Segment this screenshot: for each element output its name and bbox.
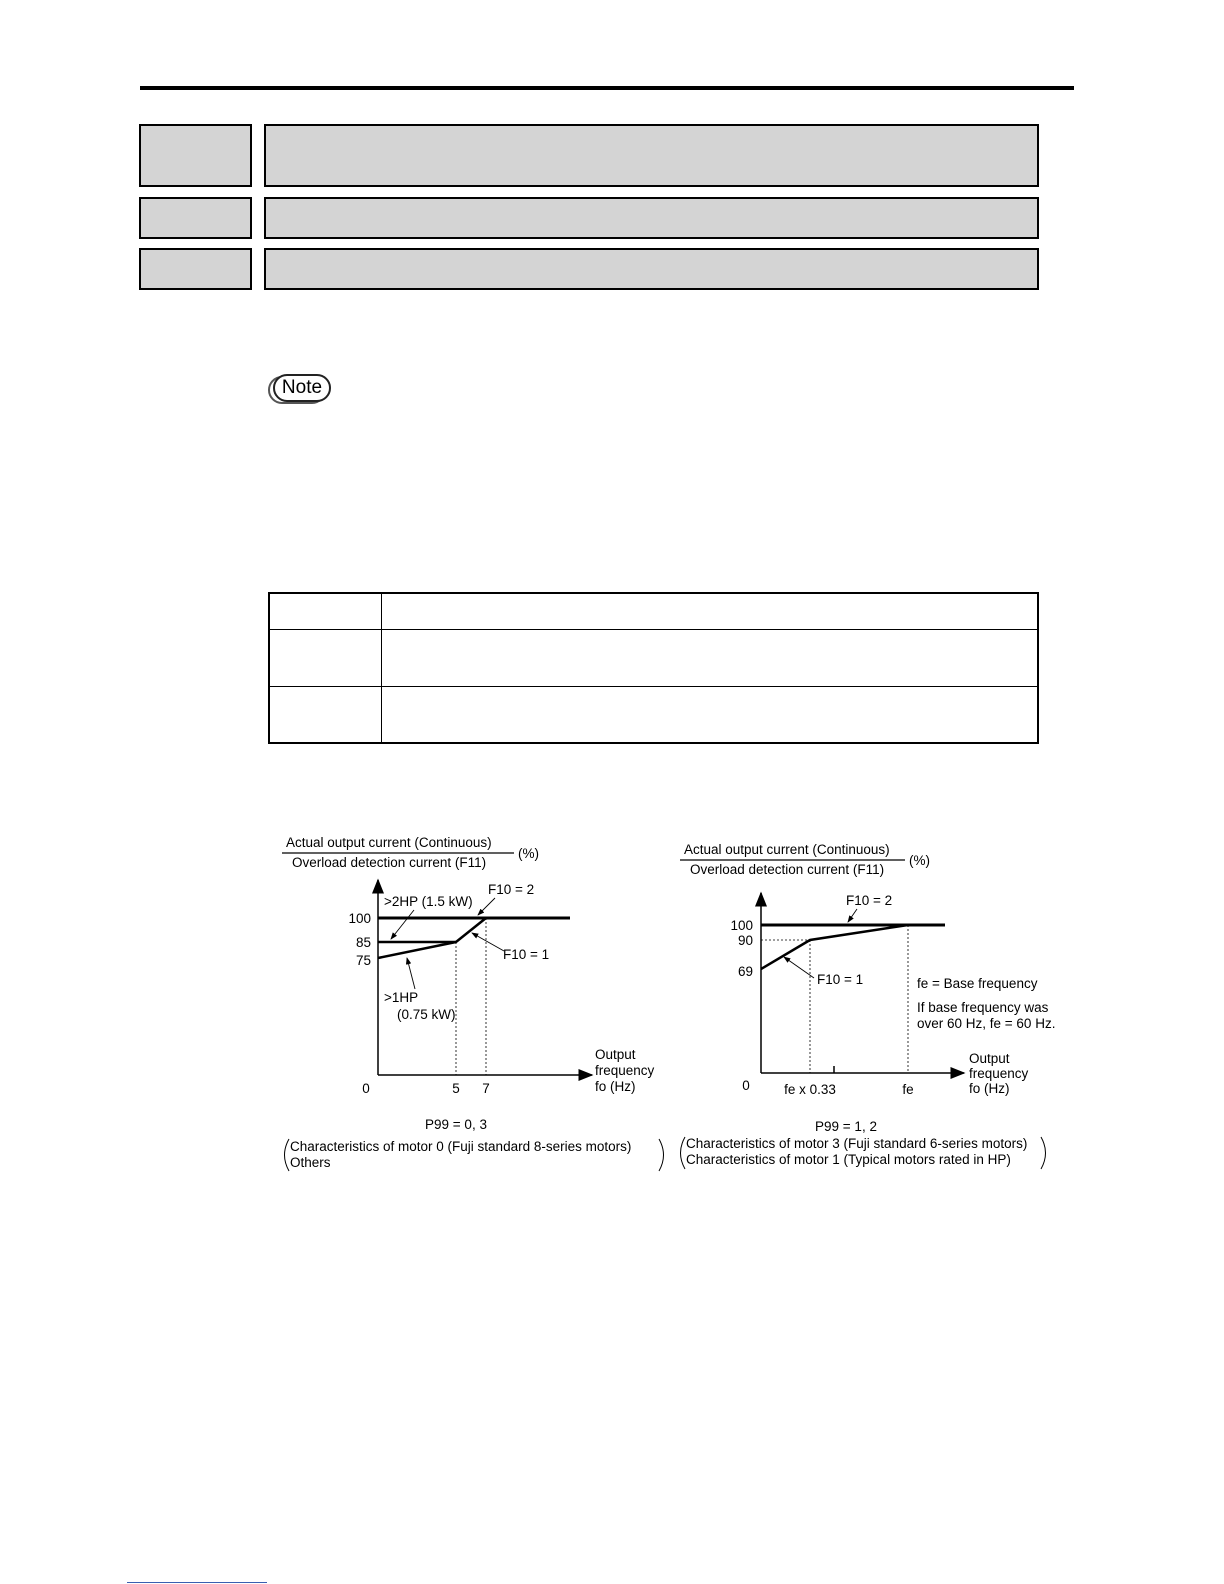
- right-arrow-f10-2: [848, 909, 857, 922]
- left-annot-1hp: >1HP: [384, 990, 419, 1005]
- left-arrow-f10-2: [478, 898, 495, 915]
- right-annot-f10-1: F10 = 1: [817, 972, 864, 987]
- left-annot-2hp: >2HP (1.5 kW): [384, 894, 473, 909]
- right-caption-line1: Characteristics of motor 3 (Fuji standard 6-series motors): [686, 1136, 1028, 1151]
- right-x-tick-fe: fe: [902, 1082, 914, 1097]
- blank-table: [268, 592, 1039, 744]
- right-caption-open-paren: [681, 1137, 686, 1169]
- right-x-label-3: fo (Hz): [969, 1081, 1010, 1096]
- right-x-label-1: Output: [969, 1051, 1010, 1066]
- note-icon: [268, 374, 332, 406]
- left-x-label-2: frequency: [595, 1063, 655, 1078]
- left-y-tick-75: 75: [355, 953, 371, 968]
- left-annot-1hp-kw: (0.75 kW): [397, 1007, 456, 1022]
- header-rule: [140, 86, 1074, 90]
- table-cell: [382, 629, 1039, 686]
- grey-title-box-2: [264, 197, 1039, 239]
- left-y-tick-85: 85: [355, 935, 371, 950]
- right-x-tick-0: 0: [742, 1078, 750, 1093]
- right-y-tick-69: 69: [737, 964, 753, 979]
- grey-label-box-1: [139, 124, 252, 187]
- right-y-tick-90: 90: [737, 933, 753, 948]
- right-y-tick-100: 100: [730, 918, 753, 933]
- table-cell: [269, 686, 382, 743]
- left-arrow-2hp: [391, 910, 414, 939]
- grey-title-box-1: [264, 124, 1039, 187]
- table-cell: [382, 686, 1039, 743]
- footer-link-underline[interactable]: [127, 1582, 267, 1583]
- left-x-label-1: Output: [595, 1047, 636, 1062]
- table-cell: [269, 629, 382, 686]
- chart-left: [270, 825, 680, 1180]
- right-ratio-numerator: Actual output current (Continuous): [684, 842, 890, 857]
- grey-label-box-2: [139, 197, 252, 239]
- left-caption-line2: Others: [290, 1155, 331, 1170]
- left-x-tick-0: 0: [362, 1081, 370, 1096]
- left-ratio-denominator: Overload detection current (F11): [292, 855, 487, 870]
- left-annot-f10-2: F10 = 2: [488, 882, 535, 897]
- left-series-f10-1-2hp: [378, 918, 486, 942]
- right-x-tick-033: fe x 0.33: [784, 1082, 836, 1097]
- left-caption-open-paren: [285, 1139, 290, 1171]
- table-cell: [382, 593, 1039, 629]
- left-arrow-1hp: [407, 958, 415, 989]
- left-annot-f10-1: F10 = 1: [503, 947, 550, 962]
- right-caption-line2: Characteristics of motor 1 (Typical motors rated in HP): [686, 1152, 1011, 1167]
- left-caption-line1: Characteristics of motor 0 (Fuji standard 8-series motors): [290, 1139, 632, 1154]
- right-annot-fe-def: fe = Base frequency: [917, 976, 1038, 991]
- left-x-tick-7: 7: [482, 1081, 490, 1096]
- right-condition: P99 = 1, 2: [815, 1119, 877, 1134]
- left-ratio-unit: (%): [518, 846, 539, 861]
- right-series-f10-1: [761, 925, 908, 969]
- right-x-label-2: frequency: [969, 1066, 1029, 1081]
- right-annot-fe-note2: over 60 Hz, fe = 60 Hz.: [917, 1016, 1056, 1031]
- left-condition: P99 = 0, 3: [425, 1117, 487, 1132]
- right-ratio-unit: (%): [909, 853, 930, 868]
- chart-right: [672, 830, 1072, 1175]
- right-annot-f10-2: F10 = 2: [846, 893, 893, 908]
- left-y-tick-100: 100: [348, 911, 371, 926]
- right-ratio-denominator: Overload detection current (F11): [690, 862, 885, 877]
- right-caption-close-paren: [1041, 1137, 1046, 1169]
- left-arrow-f10-1: [472, 933, 504, 951]
- left-series-f10-1-1hp: [378, 942, 456, 958]
- left-ratio-numerator: Actual output current (Continuous): [286, 835, 492, 850]
- right-arrow-f10-1: [784, 957, 814, 978]
- left-x-label-3: fo (Hz): [595, 1079, 636, 1094]
- left-x-tick-5: 5: [452, 1081, 460, 1096]
- left-caption-close-paren: [659, 1139, 664, 1171]
- grey-title-box-3: [264, 248, 1039, 290]
- table-cell: [269, 593, 382, 629]
- grey-label-box-3: [139, 248, 252, 290]
- note-label: Note: [273, 374, 331, 402]
- right-annot-fe-note1: If base frequency was: [917, 1000, 1049, 1015]
